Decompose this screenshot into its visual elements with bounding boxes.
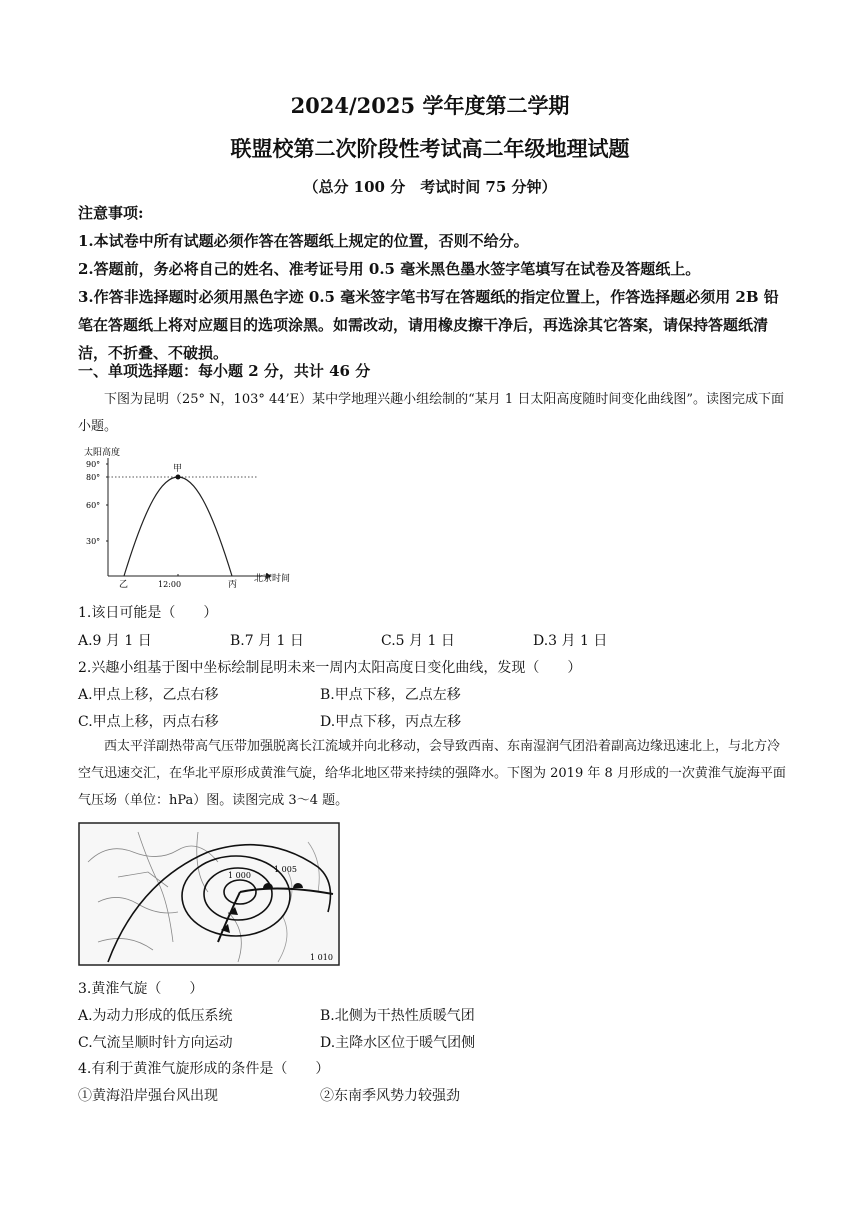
- isobar-label-corner: 1 010: [310, 953, 333, 962]
- q3-option-c: C.气流呈顺时针方向运动: [78, 1035, 233, 1051]
- question-3-stem: 3.黄淮气旋（ ）: [78, 981, 204, 997]
- intro-paragraph-2: 西太平洋副热带高气压带加强脱离长江流域并向北移动，会导致西南、东南湿润气团沿着副高边缘迅速北上，与北方冷空气迅速交汇，在华北平原形成黄淮气旋，给华北地区带来持续的强降水。下图为 2019 年 8 月形成的一次黄淮气旋海平面气压场（单位：hPa）图。读图完成 3～4 题。: [78, 739, 786, 808]
- sun-altitude-curve: [124, 477, 232, 576]
- point-label-yi: 乙: [119, 580, 129, 590]
- notice-heading: 注意事项:: [78, 204, 144, 222]
- notice-item-1: 1.本试卷中所有试题必须作答在答题纸上规定的位置，否则不给分。: [78, 232, 529, 250]
- ytick-80: 80°: [86, 473, 101, 482]
- q3-option-d: D.主降水区位于暖气团侧: [320, 1035, 476, 1051]
- q2-option-b: B.甲点下移，乙点左移: [320, 687, 461, 703]
- q4-option-2: ②东南季风势力较强劲: [320, 1088, 460, 1104]
- q1-option-a: A.9 月 1 日: [78, 633, 152, 649]
- isobar-label-center: 1 000: [228, 871, 251, 880]
- ytick-30: 30°: [86, 537, 101, 546]
- question-2-stem: 2.兴趣小组基于图中坐标绘制昆明未来一周内太阳高度日变化曲线，发现（ ）: [78, 660, 582, 676]
- peak-point: [176, 475, 181, 480]
- point-label-jia: 甲: [173, 464, 183, 474]
- q2-option-c: C.甲点上移，丙点右移: [78, 714, 219, 730]
- pressure-map-figure: [78, 822, 340, 966]
- question-4-stem: 4.有利于黄淮气旋形成的条件是（ ）: [78, 1061, 330, 1077]
- section-heading: 一、单项选择题：每小题 2 分，共计 46 分: [78, 362, 371, 380]
- exam-subtitle: （总分 100 分 考试时间 75 分钟）: [303, 178, 557, 196]
- figure1-xlabel: 北京时间: [254, 574, 291, 584]
- q1-option-d: D.3 月 1 日: [533, 633, 608, 649]
- point-label-bing: 丙: [228, 580, 238, 590]
- ytick-90: 90°: [86, 460, 101, 469]
- q4-option-1: ①黄海沿岸强台风出现: [78, 1088, 218, 1104]
- notice-item-3: 3.作答非选择题时必须用黑色字迹 0.5 毫米签字笔书写在答题纸的指定位置上，作答选择题必须用 2B 铅笔在答题纸上将对应题目的选项涂黑。如需改动，请用橡皮擦干净后，再选涂其它答案，请保持答题纸清洁，不折叠、不破损。: [78, 288, 779, 362]
- q2-option-a: A.甲点上移，乙点右移: [78, 687, 219, 703]
- notice-item-2: 2.答题前，务必将自己的姓名、准考证号用 0.5 毫米黑色墨水签字笔填写在试卷及答题纸上。: [78, 260, 701, 278]
- exam-title-term: 2024/2025 学年度第二学期: [290, 93, 570, 118]
- q3-option-b: B.北侧为干热性质暖气团: [320, 1008, 475, 1024]
- figure1-ylabel: 太阳高度: [84, 448, 121, 458]
- q1-option-c: C.5 月 1 日: [381, 633, 455, 649]
- sun-altitude-figure: [80, 444, 310, 590]
- question-1-stem: 1.该日可能是（ ）: [78, 605, 218, 621]
- ytick-60: 60°: [86, 501, 101, 510]
- exam-title-main: 联盟校第二次阶段性考试高二年级地理试题: [230, 136, 630, 161]
- q2-option-d: D.甲点下移，丙点左移: [320, 714, 462, 730]
- q3-option-a: A.为动力形成的低压系统: [78, 1008, 233, 1024]
- map-frame: [79, 823, 339, 965]
- xtick-noon: 12:00: [158, 580, 182, 589]
- intro-paragraph-1: 下图为昆明（25° N，103° 44’E）某中学地理兴趣小组绘制的“某月 1 日太阳高度随时间变化曲线图”。读图完成下面小题。: [78, 392, 784, 434]
- q1-option-b: B.7 月 1 日: [230, 633, 304, 649]
- isobar-label-ne: 1 005: [274, 865, 297, 874]
